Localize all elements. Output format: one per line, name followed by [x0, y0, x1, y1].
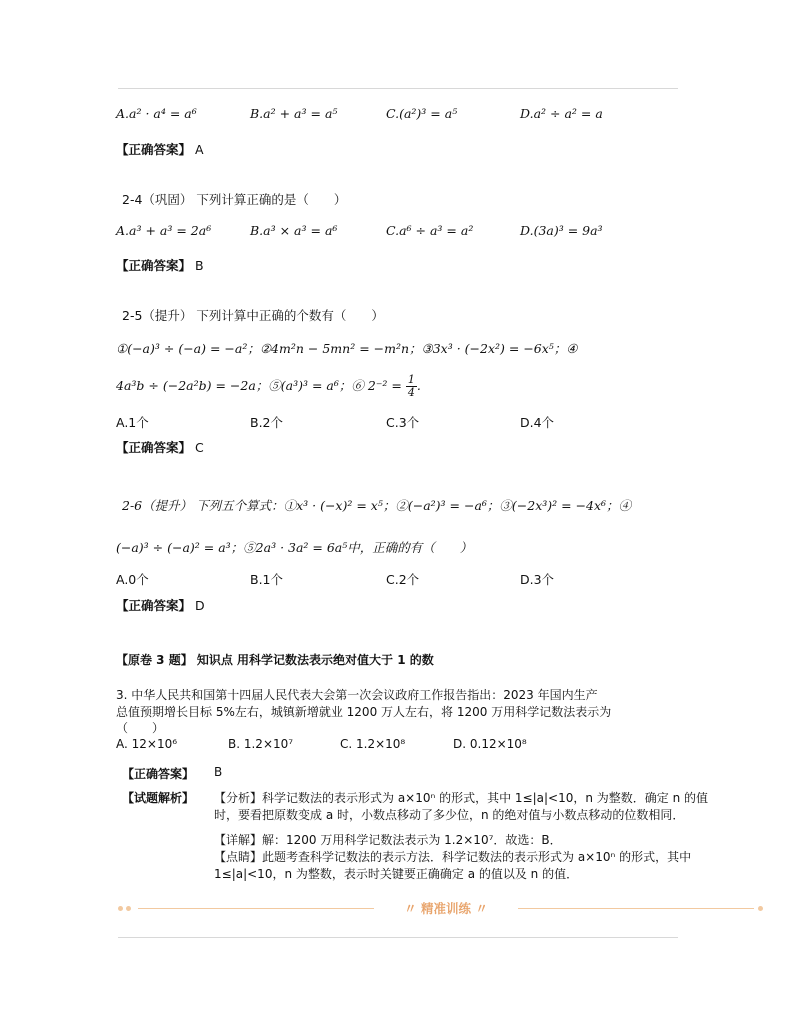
option-c: C.3个: [386, 415, 420, 430]
option-d: D.3个: [520, 572, 555, 587]
tip-line-2: 1≤|a|<10，n 为整数，表示时关键要正确确定 a 的值以及 n 的值．: [214, 867, 579, 881]
answer-2-6: 【正确答案】 D: [116, 598, 205, 613]
bottom-divider: [118, 937, 678, 938]
analysis-label: 【试题解析】: [122, 791, 195, 805]
detail-line: 【详解】解：1200 万用科学记数法表示为 1.2×10⁷．故选：B．: [214, 833, 562, 847]
option-a: A.1个: [116, 415, 149, 430]
banner-title: 〃 精准训练 〃: [404, 901, 488, 916]
option-b: B.1个: [250, 572, 284, 587]
option-d: D. 0.12×10⁸: [453, 737, 527, 751]
question-2-6-line-2: (−a)³ ÷ (−a)² = a³；⑤2a³ · 3a² = 6a⁵中，正确的有（ ）: [116, 540, 473, 555]
option-d: D.4个: [520, 415, 555, 430]
option-a: A.a³ + a³ = 2a⁶: [116, 223, 212, 238]
analysis-line-2: 时，要看把原数变成 a 时，小数点移动了多少位，n 的绝对值与小数点移动的位数相同．: [214, 808, 685, 822]
question-2-5-line-1: ①(−a)³ ÷ (−a) = −a²；②4m²n − 5mn² = −m²n；③3x³ · (−2x²) = −6x⁵；④: [116, 341, 578, 356]
option-c: C. 1.2×10⁸: [340, 737, 406, 751]
banner-line-left: [138, 908, 374, 909]
answer-3-value: B: [214, 765, 223, 779]
banner-dot-right: [758, 906, 763, 911]
question-3-stem-2: 总值预期增长目标 5%左右，城镇新增就业 1200 万人左右，将 1200 万用科学记数法表示为: [116, 705, 612, 719]
option-a: A.a² · a⁴ = a⁶: [116, 106, 197, 121]
answer-2-3: 【正确答案】 A: [116, 142, 204, 157]
banner-line-right: [518, 908, 754, 909]
question-2-6-title: 2-6（提升） 下列五个算式：①x³ · (−x)² = x⁵；②(−a²)³ = −a⁶；③(−2x³)² = −4x⁶；④: [122, 498, 632, 513]
tip-line-1: 【点睛】此题考查科学记数法的表示方法．科学记数法的表示形式为 a×10ⁿ 的形式，其中: [214, 850, 692, 864]
question-2-5-title: 2-5（提升） 下列计算中正确的个数有（ ）: [122, 308, 384, 323]
question-3-stem-3: （ ）: [116, 721, 165, 735]
question-2-4-title: 2-4（巩固） 下列计算正确的是（ ）: [122, 192, 347, 207]
top-divider: [118, 88, 678, 89]
answer-2-4: 【正确答案】 B: [116, 258, 204, 273]
option-b: B. 1.2×10⁷: [228, 737, 294, 751]
option-b: B.a³ × a³ = a⁶: [250, 223, 338, 238]
section-3-header: 【原卷 3 题】 知识点 用科学记数法表示绝对值大于 1 的数: [116, 653, 434, 667]
question-3-stem-1: 3. 中华人民共和国第十四届人民代表大会第一次会议政府工作报告指出：2023 年国内生产: [116, 688, 598, 702]
answer-3-label: 【正确答案】: [122, 767, 195, 781]
banner-dot-left: [126, 906, 131, 911]
option-a: A. 12×10⁶: [116, 737, 178, 751]
analysis-line-1: 【分析】科学记数法的表示形式为 a×10ⁿ 的形式，其中 1≤|a|<10，n 为整数．确定 n 的值: [214, 791, 709, 805]
answer-2-5: 【正确答案】 C: [116, 440, 204, 455]
question-2-5-line-2: 4a³b ÷ (−2a²b) = −2a；⑤(a³)³ = a⁶；⑥ 2⁻² = $\frac{1}{4}$ .: [116, 373, 421, 399]
option-a: A.0个: [116, 572, 149, 587]
option-d: D.a² ÷ a² = a: [520, 106, 603, 121]
section-banner: [118, 899, 768, 919]
option-d: D.(3a)³ = 9a³: [520, 223, 603, 238]
option-b: B.2个: [250, 415, 284, 430]
option-b: B.a² + a³ = a⁵: [250, 106, 338, 121]
option-c: C.(a²)³ = a⁵: [386, 106, 458, 121]
option-c: C.a⁶ ÷ a³ = a²: [386, 223, 474, 238]
banner-dot-left: [118, 906, 123, 911]
fraction: $\frac{1}{4}$: [407, 373, 415, 399]
option-c: C.2个: [386, 572, 420, 587]
